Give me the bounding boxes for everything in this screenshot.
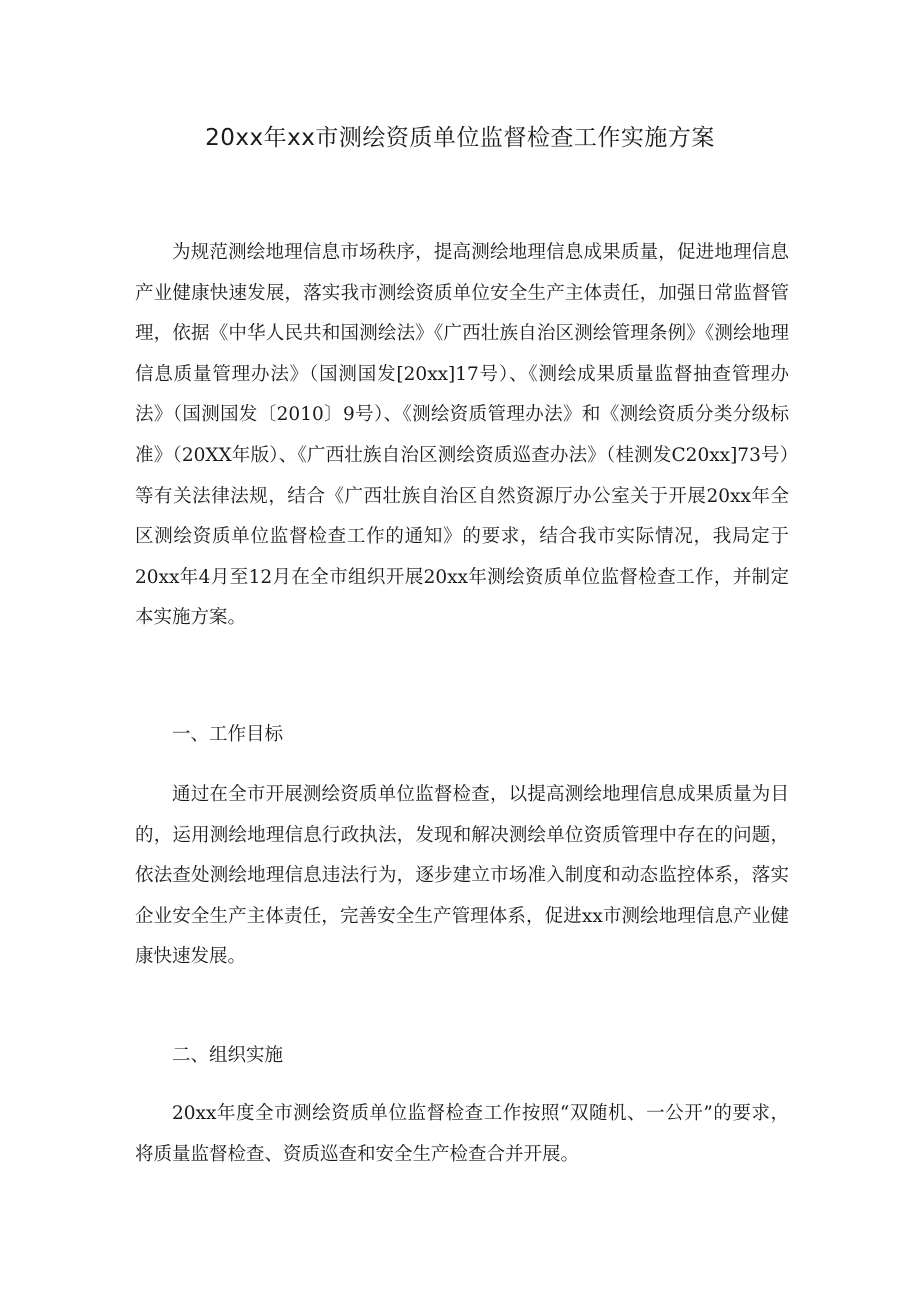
section-heading-implementation: 二、组织实施 <box>172 1045 284 1066</box>
implementation-paragraph: 20xx年度全市测绘资质单位监督检查工作按照“双随机、一公开”的要求，将质量监督检查、资质巡查和安全生产检查合并开展。 <box>135 1103 789 1165</box>
goals-paragraph: 通过在全市开展测绘资质单位监督检查，以提高测绘地理信息成果质量为目的，运用测绘地理信息行政执法，发现和解决测绘单位资质管理中存在的问题，依法查处测绘地理信息违法行为，逐步建立市场准入制度和动态监控体系，落实企业安全生产主体责任，完善安全生产管理体系，促进xx市测绘地理信息产业健康快速发展。 <box>135 784 789 968</box>
intro-paragraph: 为规范测绘地理信息市场秩序，提高测绘地理信息成果质量，促进地理信息产业健康快速发展，落实我市测绘资质单位安全生产主体责任，加强日常监督管理，依据《中华人民共和国测绘法》《广西壮族自治区测绘管理条例》《测绘地理信息质量管理办法》（国测国发[20xx]17号）、《测绘成果质量监督抽查管理办法》（国测国发〔2010〕9号）、《测绘资质管理办法》和《测绘资质分类分级标准》（20XX年版）、《广西壮族自治区测绘资质巡查办法》（桂测发C20xx]73号）等有关法律法规，结合《广西壮族自治区自然资源厅办公室关于开展20xx年全区测绘资质单位监督检查工作的通知》的要求，结合我市实际情况，我局定于20xx年4月至12月在全市组织开展20xx年测绘资质单位监督检查工作，并制定本实施方案。 <box>135 242 789 629</box>
section-heading-goals: 一、工作目标 <box>172 724 284 745</box>
document-title: 20xx年xx市测绘资质单位监督检查工作实施方案 <box>205 125 715 151</box>
